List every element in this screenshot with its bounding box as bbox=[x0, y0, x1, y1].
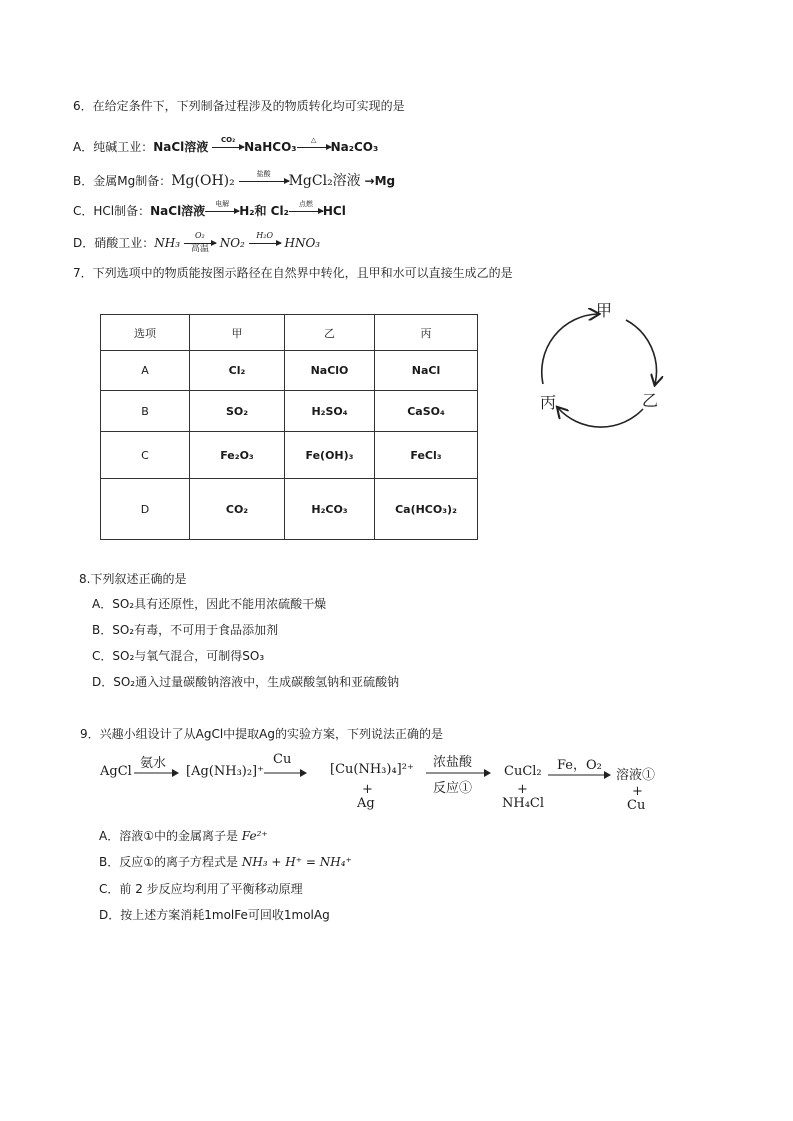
q8-option-c: C．SO₂与氧气混合，可制得SO₃ bbox=[92, 649, 265, 663]
q6-d-cond2: H₂O bbox=[256, 231, 274, 240]
q9-b-formula: NH₃ + H⁺ = NH₄⁺ bbox=[241, 855, 352, 869]
flow-reagent-fe-o2: Fe，O₂ bbox=[557, 758, 602, 773]
table-cell: CaSO₄ bbox=[375, 391, 478, 432]
table-cell: NaClO bbox=[285, 351, 375, 391]
table-header-row bbox=[101, 315, 478, 351]
arrow-icon bbox=[297, 136, 331, 148]
q6-a-s3: Na₂CO₃ bbox=[330, 140, 379, 154]
table-cell: NaCl bbox=[375, 351, 478, 391]
q6-option-d bbox=[73, 231, 321, 254]
q9-option-d: D．按上述方案消耗1molFe可回收1molAg bbox=[99, 908, 330, 922]
table-header: 乙 bbox=[285, 315, 375, 351]
q9-a-text: A．溶液①中的金属离子是 bbox=[99, 829, 238, 843]
q6-a-label: A．纯碱工业： bbox=[73, 140, 154, 154]
q9-option-a bbox=[99, 827, 268, 844]
table-cell: Cl₂ bbox=[190, 351, 285, 391]
q9-b-text: B．反应①的离子方程式是 bbox=[99, 855, 238, 869]
q6-stem: 6．在给定条件下，下列制备过程涉及的物质转化均可实现的是 bbox=[73, 99, 405, 113]
cycle-label-jia: 甲 bbox=[596, 301, 613, 320]
flow-ag: Ag bbox=[357, 796, 375, 811]
q8-stem: 8.下列叙述正确的是 bbox=[79, 572, 187, 586]
flow-reaction-1-label: 反应① bbox=[433, 781, 473, 796]
q6-b-cond1: 盐酸 bbox=[256, 170, 271, 178]
table-row bbox=[101, 479, 478, 540]
cycle-label-yi: 乙 bbox=[642, 391, 659, 410]
table-cell: H₂SO₄ bbox=[285, 391, 375, 432]
q6-c-s2: H₂和 Cl₂ bbox=[239, 204, 289, 218]
table-row bbox=[101, 432, 478, 479]
table-cell: C bbox=[101, 432, 190, 479]
table-cell: B bbox=[101, 391, 190, 432]
q9-stem: 9．兴趣小组设计了从AgCl中提取Ag的实验方案，下列说法正确的是 bbox=[80, 727, 444, 741]
cycle-label-bing: 丙 bbox=[540, 393, 557, 412]
flow-reagent-cu: Cu bbox=[273, 752, 292, 767]
q8-option-d: D．SO₂通入过量碳酸钠溶液中，生成碳酸氢钠和亚硫酸钠 bbox=[92, 675, 400, 689]
q6-b-s1: Mg(OH)₂ bbox=[171, 173, 235, 189]
table-cell: FeCl₃ bbox=[375, 432, 478, 479]
table-cell: CO₂ bbox=[190, 479, 285, 540]
arrow-icon bbox=[249, 231, 281, 244]
arrow-icon bbox=[289, 200, 323, 212]
table-cell: Ca(HCO₃)₂ bbox=[375, 479, 478, 540]
q9-option-c: C．前 2 步反应均利用了平衡移动原理 bbox=[99, 882, 303, 896]
flow-complex-ag: [Ag(NH₃)₂]⁺ bbox=[186, 764, 264, 779]
arrow-icon bbox=[134, 768, 180, 778]
q6-c-label: C．HCl制备： bbox=[73, 204, 151, 218]
q6-d-s2: NO₂ bbox=[219, 236, 245, 250]
q6-d-label: D．硝酸工业： bbox=[73, 236, 155, 250]
q6-c-s3: HCl bbox=[322, 204, 346, 218]
q6-a-s1: NaCl溶液 bbox=[153, 140, 209, 154]
q7-options-table bbox=[100, 314, 478, 540]
arrow-icon bbox=[184, 231, 216, 254]
q6-a-cond2: △ bbox=[310, 136, 317, 144]
cycle-arrow-bing-to-jia bbox=[542, 314, 598, 384]
flow-plus: + bbox=[517, 782, 528, 797]
table-cell: D bbox=[101, 479, 190, 540]
flow-nh4cl: NH₄Cl bbox=[502, 796, 545, 811]
flow-reagent-hcl: 浓盐酸 bbox=[433, 755, 473, 770]
q6-c-cond2: 点燃 bbox=[298, 200, 313, 208]
q6-c-cond1: 电解 bbox=[215, 200, 230, 208]
q6-option-c bbox=[73, 202, 346, 219]
table-cell: SO₂ bbox=[190, 391, 285, 432]
arrow-icon bbox=[212, 136, 244, 148]
flow-reagent-ammonia: 氨水 bbox=[140, 756, 167, 771]
flow-plus: + bbox=[362, 782, 373, 797]
q6-b-label: B．金属Mg制备： bbox=[73, 174, 172, 188]
table-header: 丙 bbox=[375, 315, 478, 351]
q6-d-cond1-bottom: 高温 bbox=[190, 244, 209, 254]
q8-option-a: A．SO₂具有还原性，因此不能用浓硫酸干燥 bbox=[92, 597, 327, 611]
table-row bbox=[101, 391, 478, 432]
q9-option-b bbox=[99, 853, 352, 870]
flow-complex-cu: [Cu(NH₃)₄]²⁺ bbox=[330, 762, 414, 777]
flow-plus: + bbox=[632, 784, 643, 799]
q6-d-s3: HNO₃ bbox=[284, 236, 321, 250]
q6-option-a bbox=[73, 138, 378, 155]
arrow-icon bbox=[264, 768, 308, 778]
q7-stem: 7．下列选项中的物质能按图示路径在自然界中转化，且甲和水可以直接生成乙的是 bbox=[73, 266, 513, 280]
table-row bbox=[101, 351, 478, 391]
q6-d-cond1-top: O₂ bbox=[194, 231, 205, 240]
q6-b-s3: →Mg bbox=[364, 174, 396, 188]
table-cell: Fe(OH)₃ bbox=[285, 432, 375, 479]
q6-b-s2: MgCl₂溶液 bbox=[288, 173, 361, 189]
arrow-icon bbox=[205, 200, 239, 212]
cycle-arrow-yi-to-bing bbox=[558, 408, 643, 427]
q9-a-formula: Fe²⁺ bbox=[241, 829, 268, 843]
flow-cu: Cu bbox=[627, 798, 646, 813]
q6-a-cond1: CO₂ bbox=[221, 136, 236, 144]
q8-option-b: B．SO₂有毒，不可用于食品添加剂 bbox=[92, 623, 279, 637]
q6-d-s1: NH₃ bbox=[154, 236, 181, 250]
q6-option-b bbox=[73, 170, 395, 190]
q6-c-s1: NaCl溶液 bbox=[150, 204, 206, 218]
q6-a-s2: NaHCO₃ bbox=[244, 140, 297, 154]
cycle-arrow-jia-to-yi bbox=[626, 320, 656, 384]
table-header: 甲 bbox=[190, 315, 285, 351]
table-header: 选项 bbox=[101, 315, 190, 351]
arrow-icon bbox=[548, 770, 612, 780]
flow-cucl2: CuCl₂ bbox=[504, 764, 542, 779]
table-cell: A bbox=[101, 351, 190, 391]
table-cell: Fe₂O₃ bbox=[190, 432, 285, 479]
flow-agcl: AgCl bbox=[100, 764, 132, 779]
flow-solution-1: 溶液① bbox=[616, 768, 656, 783]
arrow-icon bbox=[239, 170, 289, 182]
table-cell: H₂CO₃ bbox=[285, 479, 375, 540]
